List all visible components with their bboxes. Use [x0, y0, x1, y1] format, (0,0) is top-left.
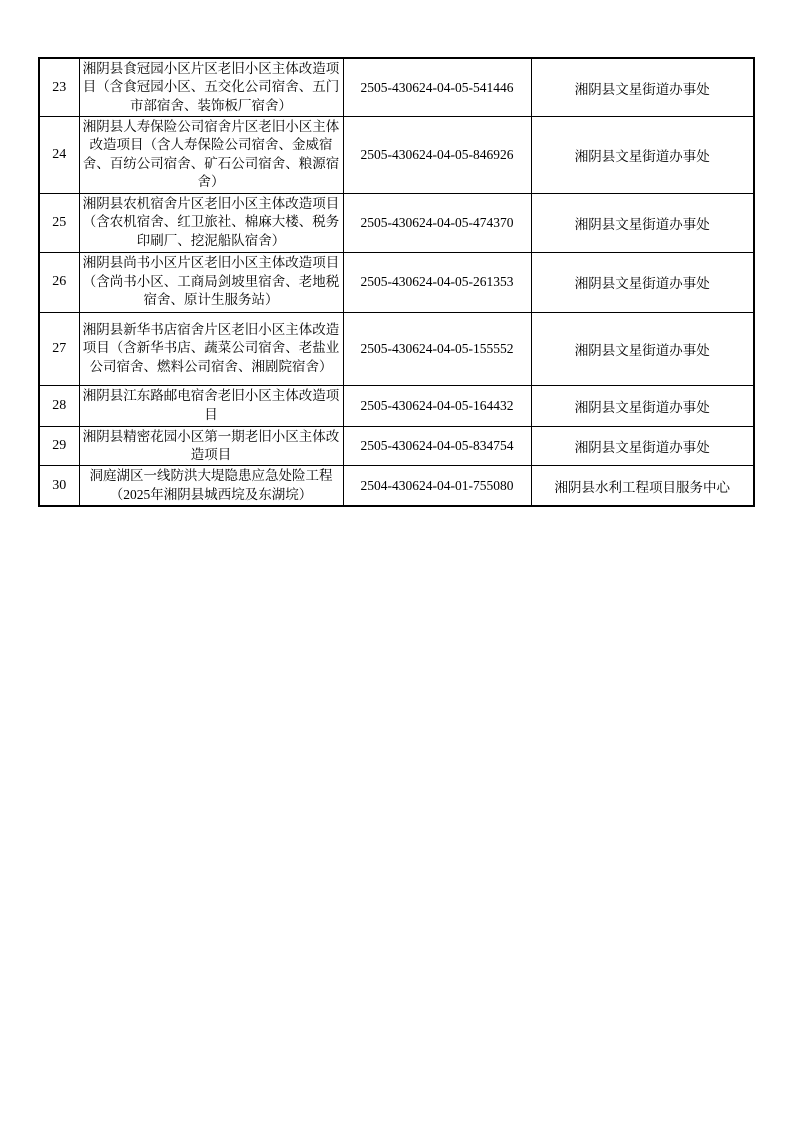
project-name: 洞庭湖区一线防洪大堤隐患应急处险工程（2025年湘阴县城西垸及东湖垸） [79, 466, 343, 506]
responsible-org: 湘阴县文星街道办事处 [531, 312, 754, 385]
responsible-org: 湘阴县文星街道办事处 [531, 426, 754, 466]
project-name: 湘阴县尚书小区片区老旧小区主体改造项目（含尚书小区、工商局剑坡里宿舍、老地税宿舍、原计生服务站） [79, 252, 343, 312]
project-name: 湘阴县农机宿舍片区老旧小区主体改造项目（含农机宿舍、红卫旅社、棉麻大楼、税务印刷厂、挖泥船队宿舍） [79, 193, 343, 252]
table-row [39, 193, 754, 252]
project-code: 2505-430624-04-05-155552 [343, 312, 531, 385]
project-name: 湘阴县食冠园小区片区老旧小区主体改造项目（含食冠园小区、五交化公司宿舍、五门市部宿舍、装饰板厂宿舍） [79, 58, 343, 117]
table-row [39, 58, 754, 117]
row-number: 23 [39, 58, 79, 117]
responsible-org: 湘阴县文星街道办事处 [531, 193, 754, 252]
project-code: 2504-430624-04-01-755080 [343, 466, 531, 506]
project-name: 湘阴县精密花园小区第一期老旧小区主体改造项目 [79, 426, 343, 466]
table-row [39, 466, 754, 506]
project-name: 湘阴县人寿保险公司宿舍片区老旧小区主体改造项目（含人寿保险公司宿舍、金威宿舍、百纺公司宿舍、矿石公司宿舍、粮源宿舍） [79, 117, 343, 193]
table-row [39, 312, 754, 385]
project-name: 湘阴县江东路邮电宿舍老旧小区主体改造项目 [79, 385, 343, 426]
project-code: 2505-430624-04-05-834754 [343, 426, 531, 466]
row-number: 24 [39, 117, 79, 193]
responsible-org: 湘阴县文星街道办事处 [531, 117, 754, 193]
table-row [39, 385, 754, 426]
table-row [39, 426, 754, 466]
project-code: 2505-430624-04-05-846926 [343, 117, 531, 193]
responsible-org: 湘阴县水利工程项目服务中心 [531, 466, 754, 506]
responsible-org: 湘阴县文星街道办事处 [531, 252, 754, 312]
responsible-org: 湘阴县文星街道办事处 [531, 58, 754, 117]
row-number: 29 [39, 426, 79, 466]
row-number: 30 [39, 466, 79, 506]
row-number: 28 [39, 385, 79, 426]
project-code: 2505-430624-04-05-474370 [343, 193, 531, 252]
project-code: 2505-430624-04-05-261353 [343, 252, 531, 312]
project-list-table [38, 57, 755, 507]
project-code: 2505-430624-04-05-164432 [343, 385, 531, 426]
project-name: 湘阴县新华书店宿舍片区老旧小区主体改造项目（含新华书店、蔬菜公司宿舍、老盐业公司宿舍、燃料公司宿舍、湘剧院宿舍） [79, 312, 343, 385]
row-number: 26 [39, 252, 79, 312]
row-number: 25 [39, 193, 79, 252]
project-code: 2505-430624-04-05-541446 [343, 58, 531, 117]
responsible-org: 湘阴县文星街道办事处 [531, 385, 754, 426]
table-row [39, 117, 754, 193]
row-number: 27 [39, 312, 79, 385]
table-row [39, 252, 754, 312]
